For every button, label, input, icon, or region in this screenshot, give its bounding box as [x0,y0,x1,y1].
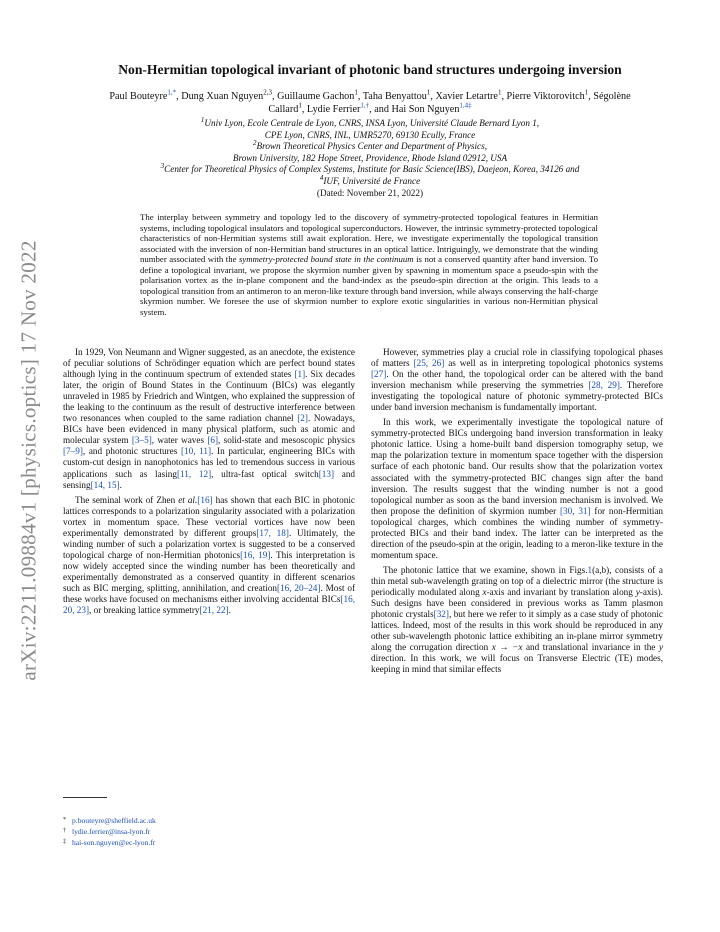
author-affiliation-mark: 1,† [360,101,370,110]
body-paragraph [371,417,663,561]
footnote-email-link[interactable]: hai-son.nguyen@ec-lyon.fr [72,838,156,848]
body-text: for non-Hermitian topological charges, which combines the winding number of symmetry-protected BICs and their band index. The latter can be interpreted as the direction of the pseudo-spin at the origin, leading to a meron-like texture in the momentum space. [371,505,664,560]
author-affiliation-mark: 2,3 [263,88,273,97]
footnotes [63,815,355,849]
body-text: , water waves [151,435,208,446]
body-paragraph [371,565,663,675]
affiliation-line [100,141,640,153]
body-text: In this work, we experimentally investigate the topological nature of symmetry-protected BICs undergoing band inversion transformation in leaky photonic lattice. Using a home-built band dispersion tomography setup, we map the polarization texture in momentum space together with the dispersion surface of each photonic band. Our results show that the polarization vortex associated with the symmetry-protected BIC changes sign after the band inversion. The results suggest that the winding number is not a good topological number as soon as the band inversion mechanism is involved. We then propose the definition of skyrmion number [371,417,663,516]
footnote-email-link[interactable]: p.bouteyre@sheffield.ac.uk [72,816,156,825]
citation-link[interactable]: [14, 15] [90,479,120,490]
body-text: . [228,605,231,616]
body-text: , or breaking lattice symmetry [89,605,200,616]
author-name: Dung Xuan Nguyen [181,91,264,102]
body-text: , but here we refer to it simply as a case study of photonic lattices. Indeed, most of the results in this work should be reproduced in any other sub-wavelength photonic lattice exhibiting an in-plane mirror symmetry along the corrugation direction [371,609,663,653]
footnote-email-link[interactable]: lydie.ferrier@insa-lyon.fr [72,827,151,837]
citation-link[interactable]: [27] [371,369,387,380]
body-text: . This interpretation is now widely accepted since the winding number has been theoretically and experimentally demonstrated as a conserved quantity in different scenarios such as BIC merging, splitting, annihilation, and creation [63,549,355,593]
citation-link[interactable]: [25, 26] [413,358,445,369]
abstract-text-end: is not a conserved quantity after band inversion. To define a topological invariant, we propose the skyrmion number given by spawning in momentum space a pseudo-spin with the polarisation vortex as the in-plane component and the band-index as the pseudo-spin direction at the origin. This leads to a topological transition from an antimeron to an meron-like texture through band inversion, while always conserving the half-charge skyrmion number. We foresee the use of skyrmion number to explore exotic singularities in various non-Hermitian physical system. [140,254,598,317]
affiliation-text: Brown University, 182 Hope Street, Providence, Rhode Island 02912, USA [232,152,508,163]
right-column [371,347,663,675]
author-affiliation-mark: 1 [298,101,302,110]
body-text: The photonic lattice that we examine, shown in Figs. [383,564,588,575]
affiliation-text: Brown Theoretical Physics Center and Department of Physics, [256,141,487,152]
body-text: -axis). Such designs have been considered in previous works as Tamm plasmon photonic crystals [371,586,663,620]
abstract-text-start: The interplay between symmetry and topology led to the discovery of symmetry-protected topological features in Hermitian systems, including topological insulators and topological superconductors. However, the intrinsic symmetry-protected topological characteristics of non-Hermitian systems still await exploration. Here, we investigate experimentally the topological transition associated with the inversion of non-Hermitian band structures in an optical lattice. Intriguingly, we demonstrate that the winding number associated with the [140,212,598,265]
dated-line: (Dated: November 21, 2022) [316,187,424,198]
citation-link[interactable]: [21, 22] [199,605,229,616]
body-text: , and photonic structures [82,446,181,457]
author-name: Ségolène Callard [268,91,631,115]
body-text: and translational invariance in the [522,642,659,653]
citation-link[interactable]: [17, 18] [256,527,289,538]
affiliation-lines [100,115,640,188]
citation-link[interactable]: [7–9] [63,446,83,457]
citation-link[interactable]: [11, 12] [176,468,212,479]
author-affiliation-mark: 1 [354,88,358,97]
citation-link[interactable]: [1] [294,369,306,380]
citation-link[interactable]: [28, 29] [588,380,620,391]
body-paragraph [63,495,355,617]
footnote [63,826,355,837]
arxiv-side-stamp [6,230,52,690]
citation-link[interactable]: [6] [207,435,219,446]
body-paragraph [371,347,663,413]
author-name: Lydie Ferrier [306,104,361,115]
body-text: However, symmetries play a crucial role in classifying topological phases of matters [371,347,663,369]
body-text: and sensing [63,468,356,490]
italic-text: y [635,586,640,597]
affiliation-line [100,130,640,142]
affiliation-text: Center for Theoretical Physics of Complex Systems, Institute for Basic Science(IBS), Daejeon, Korea, 34126 and [164,164,580,175]
footnote-mark: † [63,828,66,835]
italic-text: x → −x [491,642,523,653]
author-name: Xavier Letartre [435,91,498,102]
author-name: Hai Son Nguyen [391,104,460,115]
citation-link[interactable]: [13] [318,468,335,479]
author-affiliation-mark: 1 [497,88,502,97]
body-text: . Six decades later, the origin of Bound States in the Continuum (BICs) was elegantly unraveled in 1985 by Friedrich and Wintgen, who explained the suppression of the leaking to the continuum as the result of destructive interference between two resonances when coupled to the same radiation channel [63,369,355,424]
citation-link[interactable]: [16, 20, 23] [63,594,355,616]
affiliation-number: 4 [319,173,324,182]
body-text: has shown that each BIC in photonic lattices corresponds to a polarization singularity associated with a polarization vortex in momentum space. These vectorial vortices have now been experimentally demonstrated by different groups [63,494,355,538]
author-name: Paul Bouteyre [109,91,168,102]
body-text: , ultra-fast optical switch [211,468,319,479]
paper-title: Non-Hermitian topological invariant of photonic band structures undergoing inversion [118,62,622,77]
abstract-emphasis: symmetry-protected bound state in the continuum [239,254,414,265]
arxiv-identifier: arXiv:2211.09884v1 [physics.optics] 17 Nov 2022 [16,239,41,681]
author-affiliation-mark: 1 [426,88,431,97]
affiliation-text: IUF, Université de France [323,175,421,186]
affiliations [100,115,640,199]
author-name: Guillaume Gachon [277,91,355,102]
body-text: . Nowadays, BICs have been evidenced in many physical platform, such as atomic and molecular system [63,413,355,446]
affiliation-line [100,173,640,188]
citation-link[interactable]: 1 [587,564,593,575]
italic-text: y [658,642,664,653]
citation-link[interactable]: [3–5] [131,435,152,446]
citation-link[interactable]: [30, 31] [559,505,591,516]
author-list: Paul Bouteyre$^{1,*}$, Dung Xuan Nguyen$^{2,3}$, Guillaume Gachon$^1$, Taha Benyattou$^1$, Xavier Letartre$^1$, Pierre Viktorovitch$^1$, Ségolène Callard$^1$, Lydie Ferrier$^{1,\dagger}$, and Hai Son Nguyen$^{1,4\ddagger}$ [109,88,631,115]
body-paragraph [63,347,355,491]
affiliation-text: Univ Lyon, Ecole Centrale de Lyon, CNRS, INSA Lyon, Université Claude Bernard Lyon 1, [204,118,540,128]
body-text: . On the other hand, the topological order can be altered with the band inversion mechanism while preserving the symmetries [371,369,663,391]
affiliation-text: CPE Lyon, CNRS, INL, UMR5270, 69130 Ecully, France [264,129,476,140]
italic-text: et al. [178,494,198,505]
affiliation-number: 1 [200,115,205,124]
citation-link[interactable]: [16, 19] [240,549,271,560]
affiliation-number: 3 [160,162,165,171]
body-text: . Most of these works have focused on mechanisms either involving accidental BICs [63,582,356,605]
body-text: . In particular, engineering BICs with custom-cut design in nanophotonics has led to tremendous success in various applications such as lasing [63,446,355,479]
footnote-mark: * [63,817,66,823]
footnote [63,815,355,826]
citation-link[interactable]: [16] [197,494,213,505]
author-affiliation-mark: 1,* [167,88,177,97]
author-affiliation-mark: 1,4‡ [459,101,472,110]
body-text: . [119,479,122,490]
citation-link[interactable]: [32] [433,609,449,620]
citation-link[interactable]: [16, 20–24] [277,582,321,593]
footnote [63,837,355,848]
left-column [63,347,355,616]
body-text: . Therefore investigating the topological nature of photonic symmetry-protected BICs under band inversion mechanism is fundamentally important. [371,380,663,413]
footnote-mark: ‡ [63,839,66,846]
affiliation-line [100,115,640,130]
abstract [140,212,598,317]
body-text: In 1929, Von Neumann and Wigner suggested, as an anecdote, the existence of peculiar solutions of Schrödinger equation which are perfect bound states although lying in the continuum spectrum of extended states [63,347,355,380]
affiliation-number: 2 [252,139,257,148]
citation-link[interactable]: [10, 11] [180,446,212,457]
author-name: Pierre Viktorovitch [506,91,585,102]
citation-link[interactable]: [2] [297,413,308,424]
body-text: direction. In this work, we will focus on Transverse Electric (TE) modes, keeping in mind that similar effects [371,653,663,675]
body-text: . Ultimately, the winding number of such a polarization vortex is suggested to be a conserved topological charge of non-Hermitian photonics [63,527,356,560]
body-text: as well as in interpreting topological photonics systems [444,358,663,369]
affiliation-line [100,164,640,176]
author-affiliation-mark: 1 [584,88,589,97]
body-text: -axis and invariant by translation along [486,586,636,597]
body-text: , solid-state and mesoscopic physics [218,435,355,446]
footnote-divider [63,797,107,798]
italic-text: x [482,586,487,597]
body-text: The seminal work of Zhen [75,494,179,505]
affiliation-line [100,153,640,165]
author-name: Taha Benyattou [362,91,427,102]
body-text: (a,b), consists of a thin metal sub-wavelength grating on top of a dielectric mirror (the structure is periodically modulated along [371,564,663,597]
